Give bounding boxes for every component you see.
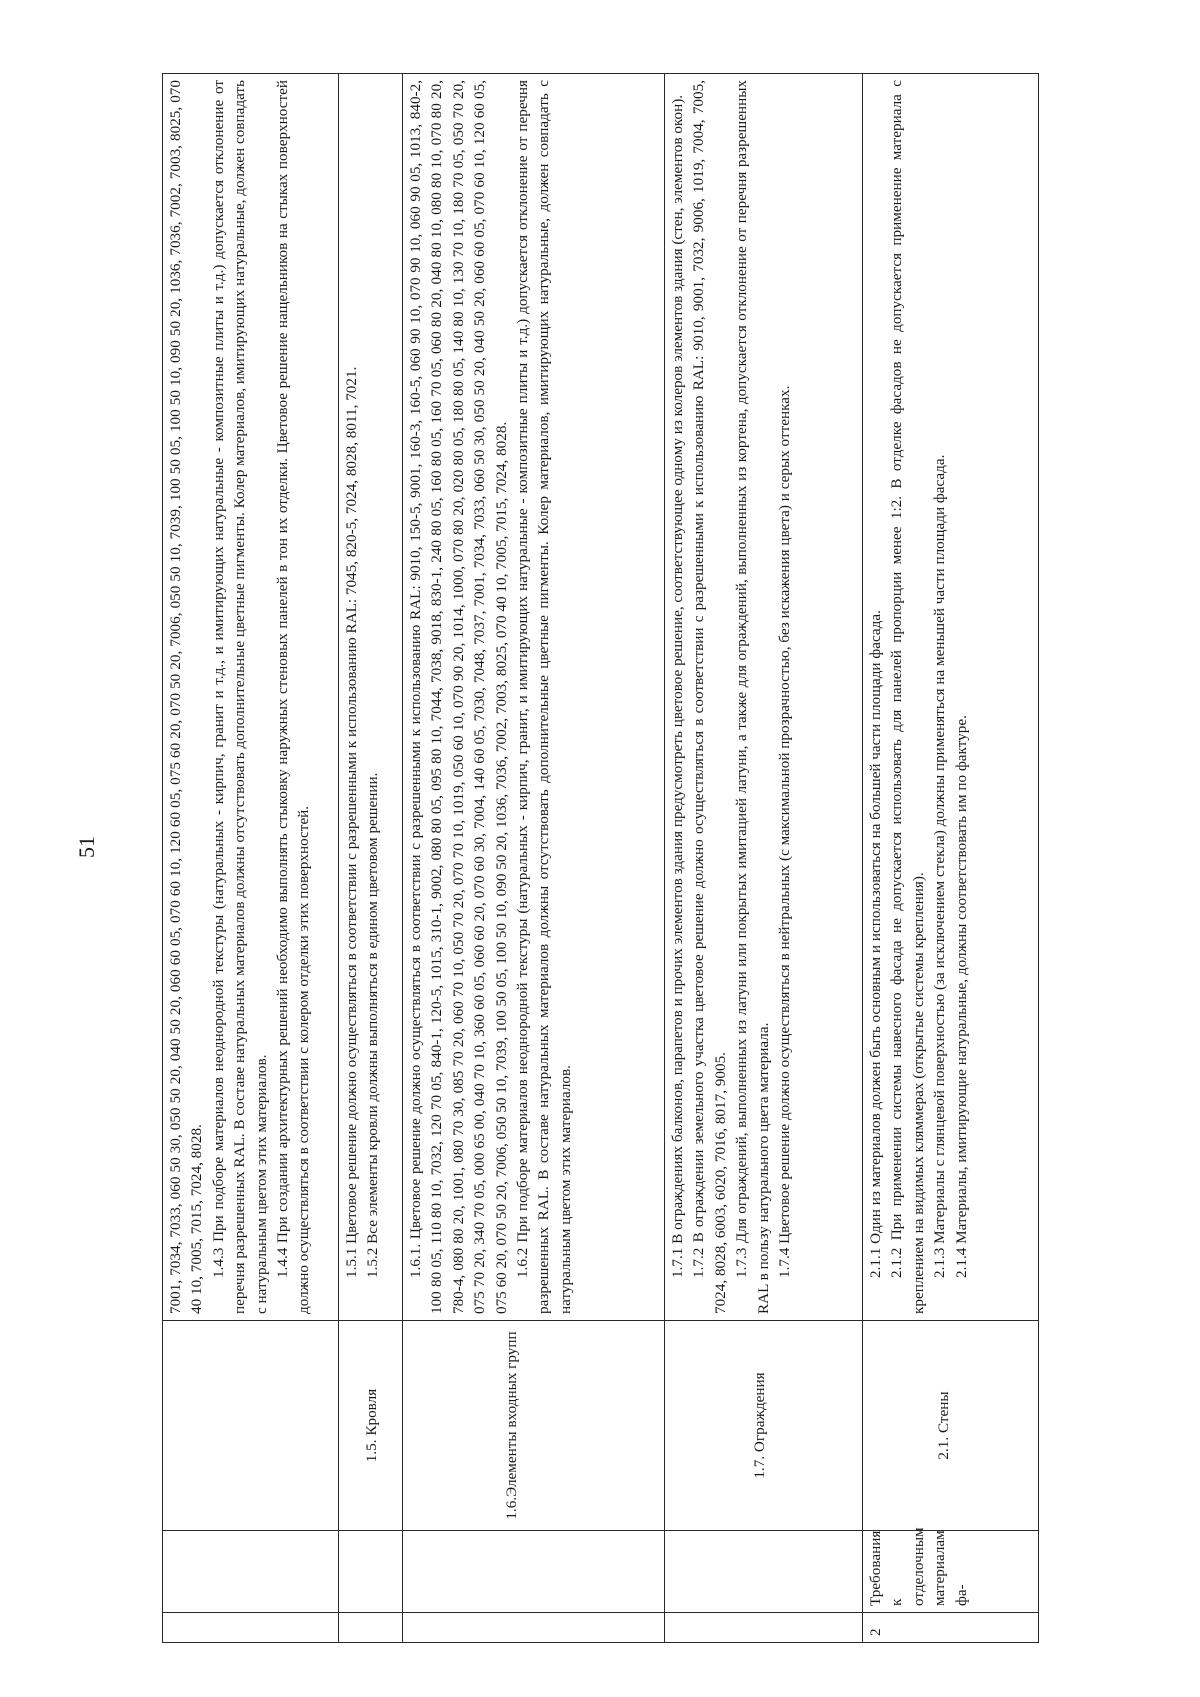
- paragraph: 1.4.4 При создании архитектурных решений необходимо выполнять стыковку наружных стеновых панелей в тон их отделки. Цветовое решение нащельников на стыках поверхностей должно осуществляться в соответствии с колером отделки этих поверхностей.: [274, 80, 313, 1314]
- requirement-label: Требования к отделочным материалам фа-: [867, 1527, 970, 1606]
- paragraph: 2.1.3 Материалы с глянцевой поверхностью (за исключением стекла) должны применяться на меньшей части площади фасада.: [931, 454, 949, 1278]
- paragraph: 2.1.4 Материалы, имитирующие натуральные, должны соответствовать им по фактуре.: [952, 715, 970, 1278]
- table-row: [339, 74, 403, 1643]
- paragraph: 2.1.1 Один из материалов должен быть основным и использоваться на большей части площади фасада.: [867, 610, 884, 1278]
- cell-requirement: [665, 1531, 863, 1613]
- cell-number: [339, 1613, 403, 1643]
- paragraph: 1.5.2 Все элементы кровли должны выполняться в едином цветовом решении.: [364, 772, 382, 1278]
- element-label: 1.5. Кровля: [363, 1388, 380, 1463]
- cell-number: [163, 1613, 339, 1643]
- cell-text: [339, 74, 403, 1321]
- cell-text: [665, 74, 863, 1321]
- table-row: [403, 74, 665, 1643]
- paragraph: 1.7.2 В ограждении земельного участка цветовое решение должно осуществляться в соответствии с разрешенными к использованию RAL: 9010, 9001, 7032, 9006, 1019, 7004, 7005, 7024, 8028, 6003, 6020, 7016, 8017, 9005.: [690, 80, 729, 1314]
- element-label: 1.7. Ограждения: [751, 1372, 768, 1479]
- cell-text: [863, 74, 1039, 1321]
- cell-number: [665, 1613, 863, 1643]
- table-row: [863, 74, 1039, 1643]
- paragraph: 1.7.3 Для ограждений, выполненных из латуни или покрытых имитацией латуни, а также для ограждений, выполненных из кортена, допускается отклонение от перечня разрешенных RAL в пользу натурального цвета материала.: [733, 80, 772, 1314]
- requirements-table: [162, 73, 1039, 1643]
- cell-element: [863, 1321, 1039, 1531]
- cell-number: 2: [863, 1613, 1039, 1643]
- page-number: 51: [74, 836, 99, 858]
- cell-element: [403, 1321, 665, 1531]
- table-row: [163, 74, 339, 1643]
- cell-requirement: [163, 1531, 339, 1613]
- table-row: [665, 74, 863, 1643]
- paragraph: 1.6.2 При подборе материалов неоднородной текстуры (натуральных - кирпич, гранит, и имитирующих натуральные - композитные плиты и т.д.) допускается отклонение от перечня разрешенных RAL. В составе натуральных материалов должны отсутствовать дополнительные цветные пигменты. Колер материалов, имитирующих натуральные, должен совпадать с натуральным цветом этих материалов.: [514, 80, 574, 1314]
- paragraph: 1.6.1. Цветовое решение должно осуществляться в соответствии с разрешенными к использованию RAL: 9010, 150-5, 9001, 160-3, 160-5, 060 90 10, 070 90 10, 060 90 05, 1013, 840-2, 100 80 05, 110 80 10, 7032, 120 70 05, 840-1, 120-5, 1015, 310-1, 9002, 080 80 05, 095 80 10, 7044, 7038, 9018, 830-1, 240 80 05, 160 80 05, 160 70 05, 060 80 20, 040 80 10, 080 80 10, 070 80 20, 780-4, 080 80 20, 1001, 080 70 30, 085 70 20, 060 70 10, 050 70 20, 070 70 10, 1019, 050 60 10, 070 90 20, 1014, 1000, 070 80 20, 020 80 05, 180 80 05, 140 80 10, 130 70 10, 180 70 05, 050 70 20, 075 70 20, 340 70 05, 000 65 00, 040 70 10, 360 60 05, 060 60 20, 070 60 30, 7004, 140 60 05, 7030, 7048, 7037, 7001, 7034, 7033, 060 50 30, 050 50 20, 040 50 20, 060 60 05, 070 60 10, 120 60 05, 075 60 20, 070 50 20, 7006, 050 50 10, 7039, 100 50 05, 100 50 10, 090 50 20, 1036, 7036, 7002, 7003, 8025, 070 40 10, 7005, 7015, 7024, 8028.: [407, 80, 510, 1314]
- cell-element: [339, 1321, 403, 1531]
- paragraph: 1.4.3 При подборе материалов неоднородной текстуры (натуральных - кирпич, гранит и т.д., и имитирующих натуральные - композитные плиты и т.д.) допускается отклонение от перечня разрешенных RAL. В составе натуральных материалов должны отсутствовать дополнительные цветные пигменты. Колер материалов, имитирующих натуральные, должен совпадать с натуральным цветом этих материалов.: [209, 80, 270, 1314]
- paragraph: 2.1.2 При применении системы навесного фасада не допускается использовать для панелей пропорции менее 1:2. В отделке фасадов не допускается применение материала с креплением на видимых кляммерах (открытые системы крепления).: [888, 80, 927, 1314]
- cell-element: [163, 1321, 339, 1531]
- paragraph: 1.5.1 Цветовое решение должно осуществляться в соответствии с разрешенными к использованию RAL: 7045, 820-5, 7024, 8028, 8011, 7021.: [343, 366, 360, 1278]
- paragraph: 1.7.1 В ограждениях балконов, парапетов и прочих элементов здания предусмотреть цветовое решение, соответствующее одному из колеров элементов здания (стен, элементов окон).: [669, 94, 686, 1278]
- paragraph: 1.7.4 Цветовое решение должно осуществляться в нейтральных (с максимальной прозрачностью, без искажения цвета) и серых оттенках.: [776, 385, 794, 1278]
- cell-requirement: [403, 1531, 665, 1613]
- cell-requirement: [339, 1531, 403, 1613]
- cell-text: [163, 74, 339, 1321]
- cell-number: [403, 1613, 665, 1643]
- paragraph: 7001, 7034, 7033, 060 50 30, 050 50 20, 040 50 20, 060 60 05, 070 60 10, 120 60 05, 075 60 20, 070 50 20, 7006, 050 50 10, 7039, 100 50 05, 100 50 10, 090 50 20, 1036, 7036, 7002, 7003, 8025, 070 40 10, 7005, 7015, 7024, 8028.: [167, 80, 206, 1314]
- cell-text: [403, 74, 665, 1321]
- cell-requirement: [863, 1527, 1039, 1613]
- element-label: 2.1. Стены: [935, 1391, 952, 1460]
- cell-element: [665, 1321, 863, 1531]
- element-label: 1.6.Элементы входных групп: [503, 1331, 520, 1520]
